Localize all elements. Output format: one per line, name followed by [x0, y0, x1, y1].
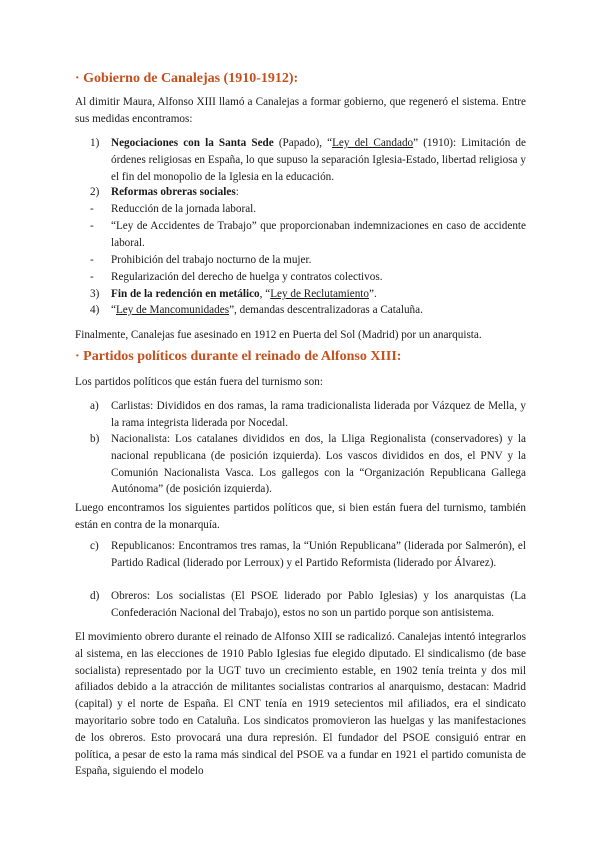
- paragraph-outro-canalejas: Finalmente, Canalejas fue asesinado en 1912 en Puerta del Sol (Madrid) por un anarquista.: [75, 329, 482, 341]
- text: ” (1910): Limitación de órdenes religiosas en España, lo que supuso la separación Iglesia-Estado, libertad religiosa y el fin del monopolio de la Iglesia en la educación.: [111, 137, 526, 183]
- underlined-law: Ley de Reclutamiento: [270, 288, 369, 300]
- paragraph-partidos-monarquia: Luego encontramos los siguientes partidos políticos que, si bien están fuera del turnismo, también están en contra de la monarquía.: [75, 502, 526, 531]
- list-marker: 4): [90, 304, 100, 316]
- list-marker: 1): [90, 137, 100, 149]
- heading-canalejas: · Gobierno de Canalejas (1910-1912):: [75, 71, 299, 86]
- list-marker: d): [90, 590, 100, 602]
- list-marker: c): [90, 540, 99, 552]
- list-item-b: [75, 431, 526, 498]
- heading-partidos: · Partidos políticos durante el reinado de Alfonso XIII:: [75, 349, 402, 364]
- text: (Papado), “: [273, 137, 333, 149]
- bold-text: Reformas obreras sociales: [111, 186, 236, 198]
- list-marker: a): [90, 400, 99, 412]
- dash-text: Reducción de la jornada laboral.: [111, 203, 257, 215]
- underlined-law: Ley de Mancomunidades: [115, 304, 230, 316]
- list-item-3: [75, 286, 526, 303]
- dash-text: Regularización del derecho de huelga y contratos colectivos.: [111, 271, 383, 283]
- list-item-2: [75, 184, 526, 201]
- text: :: [235, 186, 239, 198]
- item-text: Obreros: Los socialistas (El PSOE liderado por Pablo Iglesias) y los anarquistas (La Confederación Nacional del Trabajo), estos no son un partido porque son antisistema.: [111, 590, 526, 619]
- paragraph-intro-partidos: Los partidos políticos que están fuera del turnismo son:: [75, 376, 323, 388]
- item-text: Republicanos: Encontramos tres ramas, la “Unión Republicana” (liderada por Salmerón), el Partido Radical (liderado por Lerroux) y el Partido Reformista (liderado por Álvarez).: [111, 540, 526, 569]
- bold-text: Negociaciones con la Santa Sede: [111, 137, 274, 149]
- dash-item-1: [75, 201, 526, 218]
- list-item-1: [75, 135, 526, 185]
- dash-text: “Ley de Accidentes de Trabajo” que proporcionaban indemnizaciones en caso de accidente laboral.: [111, 220, 526, 249]
- paragraph-movimiento-obrero: El movimiento obrero durante el reinado de Alfonso XIII se radicalizó. Canalejas intentó integrarlos al sistema, en las elecciones de 1910 Pablo Iglesias fue elegido diputado. El sindicalismo (de base socialista) representado por la UGT tuvo un crecimiento estable, en 1902 tenía treinta y dos mil afiliados debido a la atracción de militantes socialistas contrarios al anarquismo, destacan: Madrid (capital) y el norte de España. El CNT tenía en 1919 setecientos mil afiliados, era el sindicato mayoritario sobre todo en Cataluña. Los sindicatos promovieron las huelgas y las manifestaciones de los obreros. Esto provocará una dura represión. El fundador del PSOE consiguió entrar en política, a pesar de esto la rama más sindical del PSOE va a fundar en 1921 el partido comunista de España, siguiendo el modelo: [75, 631, 526, 778]
- bold-text: Fin de la redención en metálico: [111, 288, 260, 300]
- dash-item-4: [75, 269, 526, 286]
- list-item-c: [75, 538, 526, 572]
- list-item-a: [75, 398, 526, 432]
- text: , “: [259, 288, 271, 300]
- dash-marker: -: [90, 203, 94, 215]
- list-marker: 2): [90, 186, 100, 198]
- text: ”.: [369, 288, 377, 300]
- dash-marker: -: [90, 254, 94, 266]
- list-item-d: [75, 588, 526, 622]
- dash-item-3: [75, 252, 526, 269]
- item-text: Carlistas: Divididos en dos ramas, la rama tradicionalista liderada por Vázquez de Mella, y la rama integrista liderada por Nocedal.: [111, 400, 526, 429]
- text: ”, demandas descentralizadoras a Cataluña.: [229, 304, 423, 316]
- dash-item-2: [75, 218, 526, 252]
- paragraph-intro-canalejas: Al dimitir Maura, Alfonso XIII llamó a Canalejas a formar gobierno, que regeneró el sistema. Entre sus medidas encontramos:: [75, 96, 526, 125]
- list-marker: b): [90, 433, 100, 445]
- list-item-4: [75, 302, 526, 319]
- dash-marker: -: [90, 220, 94, 232]
- text: “: [111, 304, 116, 316]
- dash-marker: -: [90, 271, 94, 283]
- dash-text: Prohibición del trabajo nocturno de la mujer.: [111, 254, 312, 266]
- list-marker: 3): [90, 288, 100, 300]
- item-text: Nacionalista: Los catalanes divididos en dos, la Lliga Regionalista (conservadores) y la nacional republicana (de posición izquierda). Los vascos divididos en dos, el PNV y la Comunión Nacionalista Vasca. Los gallegos con la “Organización Republicana Gallega Autónoma” (de posición izquierda).: [111, 433, 526, 496]
- underlined-law: Ley del Candado: [332, 137, 414, 149]
